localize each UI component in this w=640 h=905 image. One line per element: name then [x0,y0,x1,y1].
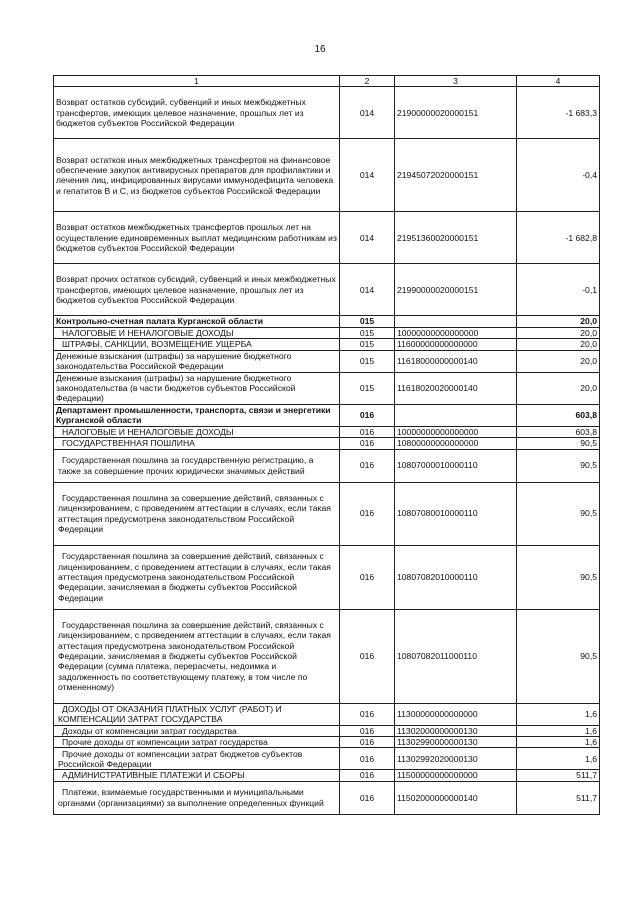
row-amount-cell: 511,7 [517,781,600,814]
row-classification-code-cell: 21900000020000151 [395,87,517,139]
row-amount-cell: 511,7 [517,770,600,781]
row-name-cell: Денежные взыскания (штрафы) за нарушение бюджетного законодательства Российской Федерации [54,350,340,372]
row-name-cell: Департамент промышленности, транспорта, связи и энергетики Курганской области [54,404,340,426]
row-name-cell: Возврат прочих остатков субсидий, субвенций и иных межбюджетных трансфертов, имеющих целевое назначение, прошлых лет из бюджетов субъектов Российской Федерации [54,264,340,316]
table-row [54,545,600,609]
table-row [54,404,600,426]
row-amount-cell: 20,0 [517,372,600,404]
row-admin-code-cell: 015 [340,327,395,338]
table-header-row [54,76,600,87]
row-amount-cell: 90,5 [517,482,600,545]
row-name-cell: Доходы от компенсации затрат государства [54,725,340,736]
row-name-cell: Государственная пошлина за совершение действий, связанных с лицензированием, с проведением аттестации в случаях, если такая аттестация предусмотрена законодательством Российской Федерации [54,482,340,545]
row-name-cell: АДМИНИСТРАТИВНЫЕ ПЛАТЕЖИ И СБОРЫ [54,770,340,781]
row-amount-cell: 20,0 [517,327,600,338]
row-name-cell: Возврат остатков межбюджетных трансфертов прошлых лет на осуществление единовременных выплат медицинским работникам из бюджетов субъектов Российской Федерации [54,212,340,264]
row-admin-code-cell: 014 [340,139,395,212]
row-classification-code-cell: 10000000000000000 [395,426,517,437]
table-row [54,609,600,703]
row-name-cell: Государственная пошлина за совершение действий, связанных с лицензированием, с проведением аттестации в случаях, если такая аттестация предусмотрена законодательством Российской Федерации, зачисляемая в бюджеты субъектов Российской Федерации [54,545,340,609]
table-row [54,264,600,316]
row-name-cell: Прочие доходы от компенсации затрат бюджетов субъектов Российской Федерации [54,748,340,770]
row-admin-code-cell: 016 [340,404,395,426]
row-admin-code-cell: 014 [340,264,395,316]
row-classification-code-cell [395,404,517,426]
row-amount-cell: 1,6 [517,748,600,770]
table-row [54,737,600,748]
row-admin-code-cell: 016 [340,737,395,748]
table-row [54,87,600,139]
row-admin-code-cell: 016 [340,770,395,781]
row-admin-code-cell: 015 [340,316,395,327]
row-name-cell: ГОСУДАРСТВЕННАЯ ПОШЛИНА [54,438,340,449]
row-classification-code-cell: 11600000000000000 [395,339,517,350]
table-row [54,770,600,781]
row-name-cell: НАЛОГОВЫЕ И НЕНАЛОГОВЫЕ ДОХОДЫ [54,327,340,338]
row-classification-code-cell [395,316,517,327]
table-row [54,703,600,725]
row-name-cell: ШТРАФЫ, САНКЦИИ, ВОЗМЕЩЕНИЕ УЩЕРБА [54,339,340,350]
row-amount-cell: 1,6 [517,737,600,748]
row-amount-cell: -1 683,3 [517,87,600,139]
row-amount-cell: 20,0 [517,350,600,372]
row-classification-code-cell: 21951360020000151 [395,212,517,264]
row-classification-code-cell: 11302992020000130 [395,748,517,770]
table-row [54,327,600,338]
row-amount-cell: 90,5 [517,609,600,703]
row-admin-code-cell: 015 [340,339,395,350]
header-col-1: 1 [54,76,340,87]
row-admin-code-cell: 016 [340,482,395,545]
row-classification-code-cell: 11618020020000140 [395,372,517,404]
page-number: 16 [314,44,326,55]
table-row [54,212,600,264]
revenue-table [53,75,600,815]
row-admin-code-cell: 016 [340,438,395,449]
table-row [54,725,600,736]
row-amount-cell: -0,1 [517,264,600,316]
row-classification-code-cell: 11302990000000130 [395,737,517,748]
row-name-cell: Платежи, взимаемые государственными и муниципальными органами (организациями) за выполнение определенных функций [54,781,340,814]
table-row [54,316,600,327]
row-classification-code-cell: 10807080010000110 [395,482,517,545]
table-row [54,482,600,545]
row-name-cell: Прочие доходы от компенсации затрат государства [54,737,340,748]
row-classification-code-cell: 10000000000000000 [395,327,517,338]
table-row [54,372,600,404]
row-classification-code-cell: 11618000000000140 [395,350,517,372]
row-admin-code-cell: 016 [340,703,395,725]
row-classification-code-cell: 10807000010000110 [395,449,517,482]
row-classification-code-cell: 21990000020000151 [395,264,517,316]
table-row [54,438,600,449]
row-admin-code-cell: 015 [340,350,395,372]
row-admin-code-cell: 016 [340,426,395,437]
header-col-4: 4 [517,76,600,87]
row-name-cell: Государственная пошлина за совершение действий, связанных с лицензированием, с проведением аттестации в случаях, если такая аттестация предусмотрена законодательством Российской Федерации, зачисляемая в бюджеты субъектов Российской Федерации (сумма платежа, перерасчеты, недоимка и задолженность по соответствующему платежу, в том числе по отмененному) [54,609,340,703]
row-amount-cell: 1,6 [517,703,600,725]
row-classification-code-cell: 11502000000000140 [395,781,517,814]
row-amount-cell: 90,5 [517,449,600,482]
row-name-cell: Денежные взыскания (штрафы) за нарушение бюджетного законодательства (в части бюджетов субъектов Российской Федерации) [54,372,340,404]
header-col-2: 2 [340,76,395,87]
row-admin-code-cell: 014 [340,212,395,264]
row-amount-cell: 90,5 [517,545,600,609]
table-row [54,781,600,814]
header-col-3: 3 [395,76,517,87]
row-classification-code-cell: 11302000000000130 [395,725,517,736]
row-classification-code-cell: 10800000000000000 [395,438,517,449]
row-admin-code-cell: 016 [340,609,395,703]
table-row [54,426,600,437]
row-classification-code-cell: 10807082011000110 [395,609,517,703]
table-row [54,350,600,372]
row-admin-code-cell: 016 [340,545,395,609]
row-classification-code-cell: 21945072020000151 [395,139,517,212]
row-admin-code-cell: 016 [340,748,395,770]
row-name-cell: Государственная пошлина за государственную регистрацию, а также за совершение прочих юридически значимых действий [54,449,340,482]
row-name-cell: Контрольно-счетная палата Курганской области [54,316,340,327]
row-amount-cell: -0,4 [517,139,600,212]
row-amount-cell: 603,8 [517,426,600,437]
row-name-cell: Возврат остатков иных межбюджетных трансфертов на финансовое обеспечение закупок антивирусных препаратов для профилактики и лечения лиц, инфицированных вирусами иммунодефицита человека и гепатитов B и C, из бюджетов субъектов Российской Федерации [54,139,340,212]
row-admin-code-cell: 014 [340,87,395,139]
table-row [54,339,600,350]
table-row [54,449,600,482]
row-name-cell: Возврат остатков субсидий, субвенций и иных межбюджетных трансфертов, имеющих целевое назначение, прошлых лет из бюджетов субъектов Российской Федерации [54,87,340,139]
row-amount-cell: 20,0 [517,339,600,350]
row-amount-cell: 90,5 [517,438,600,449]
row-amount-cell: -1 682,8 [517,212,600,264]
row-name-cell: НАЛОГОВЫЕ И НЕНАЛОГОВЫЕ ДОХОДЫ [54,426,340,437]
row-amount-cell: 20,0 [517,316,600,327]
table-row [54,139,600,212]
row-admin-code-cell: 016 [340,781,395,814]
row-admin-code-cell: 016 [340,449,395,482]
row-admin-code-cell: 015 [340,372,395,404]
table-row [54,748,600,770]
row-classification-code-cell: 11300000000000000 [395,703,517,725]
row-amount-cell: 1,6 [517,725,600,736]
row-amount-cell: 603,8 [517,404,600,426]
row-classification-code-cell: 11500000000000000 [395,770,517,781]
row-name-cell: ДОХОДЫ ОТ ОКАЗАНИЯ ПЛАТНЫХ УСЛУГ (РАБОТ) И КОМПЕНСАЦИИ ЗАТРАТ ГОСУДАРСТВА [54,703,340,725]
row-classification-code-cell: 10807082010000110 [395,545,517,609]
row-admin-code-cell: 016 [340,725,395,736]
